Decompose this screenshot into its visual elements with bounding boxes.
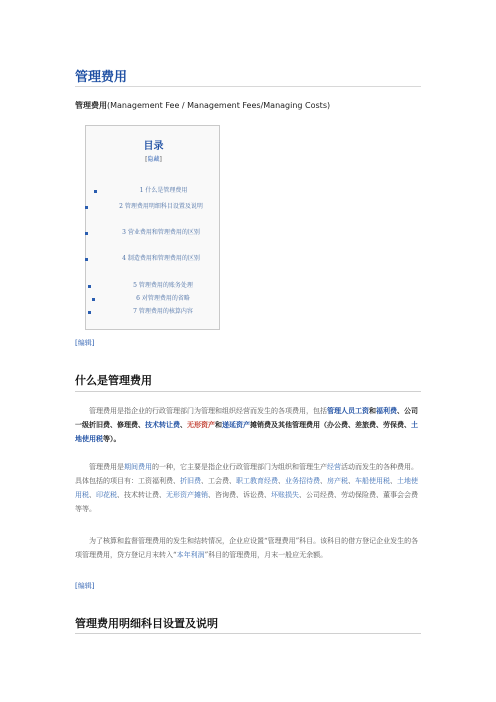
edit-label[interactable]: 编辑 xyxy=(77,582,92,590)
toc-item-number: 4 xyxy=(122,255,126,262)
section-divider xyxy=(75,391,421,392)
link-bad-debt[interactable]: 坏账损失 xyxy=(271,491,299,499)
table-of-contents xyxy=(85,125,220,330)
toc-item-label: 什么是管理费用 xyxy=(145,187,188,194)
link-intangible-amortization[interactable]: 无形资产摊销 xyxy=(166,491,208,499)
bullet-icon xyxy=(85,258,88,261)
edit-link-2[interactable]: [编辑] xyxy=(75,582,95,590)
link-vehicle-tax[interactable]: 车船使用税 xyxy=(355,477,390,485)
toc-item-number: 5 xyxy=(133,282,137,289)
link-education-fund[interactable]: 职工教育经费 xyxy=(236,477,278,485)
bullet-icon xyxy=(88,285,91,288)
subtitle-english: (Management Fee / Management Fees/Managing Costs) xyxy=(107,101,331,110)
toc-item-label: 对管理费用的省略 xyxy=(141,295,190,302)
toc-item-label: 管理费用的账务处理 xyxy=(138,282,193,289)
link-land-use-tax-2[interactable]: 土地使用税 xyxy=(75,477,418,499)
link-land-use-tax[interactable]: 土地使用税 xyxy=(75,420,418,443)
paragraph-period-expense: 管理费用是期间费用的一种，它主要是指企业行政管理部门为组织和管理生产经营活动而发生的各种费用。具体包括的项目有：工资福利费、折旧费、工会费、职工教育经费、业务招待费、房产税、车船使用税、土地使用税、印花税、技术转让费、无形资产摊销、咨询费、诉讼费、坏账损失、公司经费、劳动保险费、董事会会费等等。 xyxy=(75,463,418,513)
bullet-icon xyxy=(94,190,97,193)
link-entertainment[interactable]: 业务招待费 xyxy=(285,477,320,485)
link-intangible-assets[interactable]: 无形资产 xyxy=(187,420,215,429)
paragraph-definition: 管理费用是指企业的行政管理部门为管理和组织经营而发生的各项费用，包括管理人员工资和福利费、公司一级折旧费、修理费、技术转让费、无形资产和递延资产摊销费及其他管理费用（办公费、差旅费、劳保费、土地使用税等）。 xyxy=(75,406,418,443)
toc-item-label: 管理费用明细科目设置及说明 xyxy=(124,203,203,210)
section-divider xyxy=(75,633,421,634)
toc-item-label: 营业费用和管理费用的区别 xyxy=(127,229,200,236)
section-heading-what-is: 什么是管理费用 xyxy=(75,374,152,387)
link-stamp-tax[interactable]: 印花税 xyxy=(96,491,117,499)
title-divider xyxy=(75,86,421,87)
link-current-year-profit[interactable]: 本年利润 xyxy=(176,551,205,559)
link-period-expense[interactable]: 期间费用 xyxy=(124,463,152,471)
bullet-icon xyxy=(92,298,95,301)
bullet-icon xyxy=(85,232,88,235)
toc-item-number: 6 xyxy=(136,295,140,302)
toc-item-number: 2 xyxy=(119,203,123,210)
toc-item-number: 3 xyxy=(122,229,126,236)
link-welfare[interactable]: 福利费 xyxy=(376,406,397,415)
subtitle-term: 管理费用 xyxy=(75,101,107,110)
link-depreciation[interactable]: 折旧费 xyxy=(180,477,201,485)
link-tech-transfer[interactable]: 技术转让费 xyxy=(145,420,180,429)
link-operation[interactable]: 经营 xyxy=(327,463,341,471)
edit-link-1[interactable]: [编辑] xyxy=(75,339,95,347)
link-manager-salary[interactable]: 管理人员工资 xyxy=(327,406,369,415)
subtitle xyxy=(75,100,330,111)
toc-item-number: 7 xyxy=(133,308,137,315)
bullet-icon xyxy=(85,206,88,209)
link-deferred-assets[interactable]: 递延资产 xyxy=(222,420,250,429)
toc-item-number: 1 xyxy=(139,187,144,194)
paragraph-accounting: 为了核算和监督管理费用的发生和结转情况，企业应设置“管理费用”科目。该科目的借方登记企业发生的各项管理费用，贷方登记月末转入“本年利润”科目的管理费用，月末一般应无余额。 xyxy=(75,537,419,559)
edit-label[interactable]: 编辑 xyxy=(77,339,92,347)
toc-item-label: 制造费用和管理费用的区别 xyxy=(127,255,200,262)
page-title: 管理费用 xyxy=(75,70,128,85)
toc-hide-toggle: [隐藏] xyxy=(145,156,162,163)
bullet-icon xyxy=(88,311,91,314)
toc-title: 目录 xyxy=(143,141,164,152)
link-property-tax[interactable]: 房产税 xyxy=(327,477,348,485)
toc-item-label: 管理费用的核算内容 xyxy=(138,308,193,315)
toc-hide-link[interactable]: 隐藏 xyxy=(147,156,160,163)
section-heading-subaccounts: 管理费用明细科目设置及说明 xyxy=(75,617,218,630)
